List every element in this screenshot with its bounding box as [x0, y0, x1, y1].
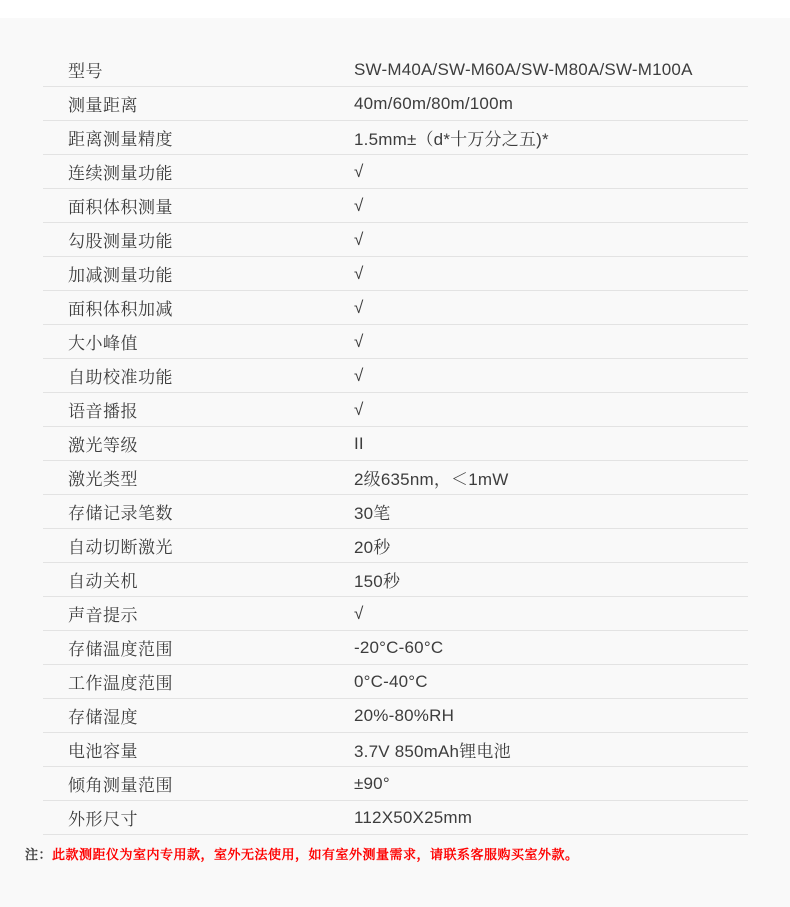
- spec-label: 面积体积加减: [68, 300, 173, 319]
- spec-label: 面积体积测量: [68, 198, 173, 217]
- spec-sheet: [0, 18, 790, 907]
- spec-label: 测量距离: [68, 96, 138, 115]
- spec-label: 工作温度范围: [68, 674, 173, 693]
- spec-row: [43, 563, 748, 597]
- note-text: 此款测距仪为室内专用款，室外无法使用，如有室外测量需求，请联系客服购买室外款。: [52, 847, 579, 862]
- spec-value: √: [354, 365, 364, 385]
- spec-row: [43, 223, 748, 257]
- spec-label: 激光类型: [68, 470, 138, 489]
- spec-value: √: [354, 331, 364, 351]
- spec-table: [43, 18, 748, 835]
- spec-row: [43, 87, 748, 121]
- spec-label: 存储记录笔数: [68, 504, 173, 523]
- spec-value: 30笔: [354, 504, 391, 523]
- spec-row: [43, 189, 748, 223]
- spec-value: √: [354, 195, 364, 215]
- spec-value: √: [354, 229, 364, 249]
- spec-row: [43, 121, 748, 155]
- spec-label: 型号: [68, 62, 103, 81]
- spec-value: 150秒: [354, 572, 401, 591]
- note: [0, 844, 790, 863]
- spec-value: √: [354, 603, 364, 623]
- spec-label: 语音播报: [68, 402, 138, 421]
- spec-value: 40m/60m/80m/100m: [354, 93, 514, 113]
- spec-row: [43, 529, 748, 563]
- spec-value: 3.7V 850mAh锂电池: [354, 742, 511, 761]
- note-prefix: 注：: [25, 847, 53, 862]
- spec-value: √: [354, 399, 364, 419]
- spec-label: 声音提示: [68, 606, 138, 625]
- spec-value: √: [354, 297, 364, 317]
- spec-row: [43, 427, 748, 461]
- spec-label: 存储温度范围: [68, 640, 173, 659]
- spec-label: 激光等级: [68, 436, 138, 455]
- spec-value: 1.5mm±（d*十万分之五)*: [354, 130, 549, 149]
- spec-row: [43, 665, 748, 699]
- spec-label: 自动切断激光: [68, 538, 173, 557]
- spec-value: 20秒: [354, 538, 391, 557]
- spec-row: [43, 733, 748, 767]
- spec-row: [43, 291, 748, 325]
- spec-label: 倾角测量范围: [68, 776, 173, 795]
- spec-value: ±90°: [354, 773, 390, 793]
- spec-row: [43, 699, 748, 733]
- spec-label: 自动关机: [68, 572, 138, 591]
- spec-value: -20°C-60°C: [354, 637, 444, 657]
- spec-row: [43, 325, 748, 359]
- spec-value: 2级635nm，＜1mW: [354, 470, 509, 489]
- spec-row: [43, 767, 748, 801]
- spec-row: [43, 597, 748, 631]
- spec-row: [43, 393, 748, 427]
- spec-label: 勾股测量功能: [68, 232, 173, 251]
- spec-value: 20%-80%RH: [354, 705, 455, 725]
- spec-row: [43, 53, 748, 87]
- spec-row: [43, 495, 748, 529]
- spec-value: √: [354, 263, 364, 283]
- spec-label: 加减测量功能: [68, 266, 173, 285]
- spec-label: 大小峰值: [68, 334, 138, 353]
- spec-row: [43, 631, 748, 665]
- spec-row: [43, 801, 748, 835]
- spec-value: 112X50X25mm: [354, 807, 473, 827]
- spec-row: [43, 257, 748, 291]
- spec-value: II: [354, 433, 364, 453]
- spec-label: 存储湿度: [68, 708, 138, 727]
- spec-value: SW-M40A/SW-M60A/SW-M80A/SW-M100A: [354, 59, 693, 79]
- spec-value: 0°C-40°C: [354, 671, 428, 691]
- spec-row: [43, 155, 748, 189]
- spec-label: 外形尺寸: [68, 810, 138, 829]
- spec-label: 连续测量功能: [68, 164, 173, 183]
- spec-label: 距离测量精度: [68, 130, 173, 149]
- spec-label: 自助校准功能: [68, 368, 173, 387]
- spec-row: [43, 359, 748, 393]
- spec-row: [43, 461, 748, 495]
- spec-label: 电池容量: [68, 742, 138, 761]
- spec-value: √: [354, 161, 364, 181]
